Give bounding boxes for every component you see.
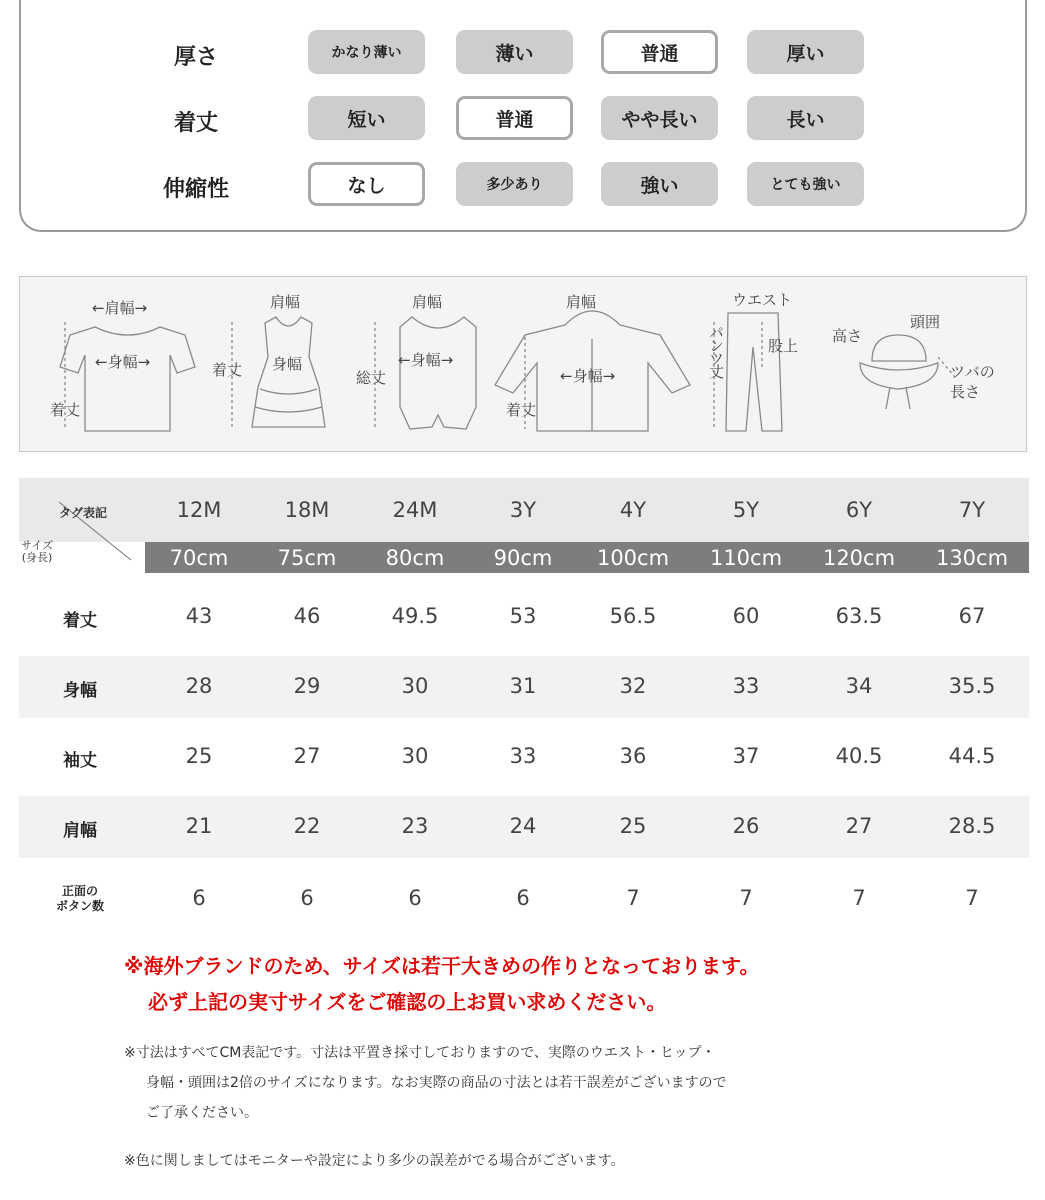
height-cell: 110cm (709, 546, 783, 570)
note-line-2: 身幅・頭囲は2倍のサイズになります。なお実際の商品の寸法とは若干誤差がございますので (146, 1075, 727, 1091)
table-row (19, 726, 1029, 788)
jacket-body-width-label: ←身幅→ (560, 367, 616, 385)
tag-cell: 4Y (619, 498, 647, 522)
corner-size-label (21, 540, 53, 564)
height-cell: 70cm (169, 546, 229, 570)
table-cell: 44.5 (948, 744, 996, 768)
romper-total-length-label: 総丈 (356, 369, 387, 387)
attribute-label: 伸縮性 (162, 177, 229, 202)
table-cell: 25 (185, 744, 213, 768)
table-cell: 37 (732, 744, 760, 768)
option-chip: 長い (747, 96, 864, 140)
option-chip: とても強い (747, 162, 864, 206)
tag-cell: 3Y (509, 498, 537, 522)
warning-line-2: 必ず上記の実寸サイズをご確認の上お買い求めください。 (148, 990, 667, 1014)
attribute-label: 着丈 (173, 111, 218, 136)
table-cell: 43 (185, 604, 213, 628)
garment-illustrations (20, 277, 1028, 453)
height-cell: 75cm (277, 546, 337, 570)
table-cell: 6 (300, 886, 314, 910)
table-cell: 28.5 (948, 814, 996, 838)
dress-shoulder-label: 肩幅 (270, 293, 301, 311)
table-cell: 30 (401, 674, 429, 698)
table-cell: 7 (739, 886, 753, 910)
romper-shoulder-label: 肩幅 (412, 293, 443, 311)
option-chip: 厚い (747, 30, 864, 74)
table-cell: 46 (293, 604, 321, 628)
table-row (19, 586, 1029, 648)
romper-body-width-label: ←身幅→ (398, 351, 454, 369)
table-cell: 6 (192, 886, 206, 910)
tshirt-illustration (60, 322, 195, 431)
table-cell: 53 (509, 604, 537, 628)
table-cell: 32 (619, 674, 647, 698)
table-cell: 49.5 (391, 604, 439, 628)
row-label: 着丈 (63, 611, 97, 631)
note-line-3: ご了承ください。 (146, 1105, 258, 1121)
table-cell: 36 (619, 744, 647, 768)
table-cell: 40.5 (835, 744, 883, 768)
option-chip-selected: 普通 (456, 96, 573, 140)
fabric-attributes-panel (19, 0, 1027, 232)
option-chip-selected: 普通 (601, 30, 718, 74)
table-cell: 33 (509, 744, 537, 768)
row-label-line2: ボタン数 (55, 899, 104, 913)
row-label-line1: 正面の (61, 884, 98, 898)
option-chip: やや長い (601, 96, 718, 140)
table-cell: 26 (732, 814, 760, 838)
table-row (19, 656, 1029, 718)
table-cell: 60 (732, 604, 760, 628)
corner-size-subtext: (身長) (21, 551, 53, 564)
corner-size-text: サイズ (21, 539, 54, 552)
table-cell: 27 (845, 814, 873, 838)
table-cell: 34 (845, 674, 873, 698)
table-cell: 23 (401, 814, 429, 838)
note-line-4: ※色に関しましてはモニターや設定により多少の誤差がでる場合がございます。 (124, 1153, 625, 1169)
warning-line-1: ※海外ブランドのため、サイズは若干大きめの作りとなっております。 (124, 954, 760, 978)
table-cell: 22 (293, 814, 321, 838)
height-cell: 120cm (822, 546, 896, 570)
table-cell: 7 (965, 886, 979, 910)
hat-illustration (860, 335, 955, 409)
option-chip: 薄い (456, 30, 573, 74)
dress-length-label: 着丈 (212, 361, 243, 379)
table-cell: 28 (185, 674, 213, 698)
row-label: 身幅 (63, 681, 97, 701)
tag-cell: 7Y (958, 498, 986, 522)
table-cell: 21 (185, 814, 213, 838)
attribute-label: 厚さ (173, 45, 218, 70)
height-cell: 100cm (596, 546, 670, 570)
pants-waist-label: ウエスト (732, 291, 793, 309)
romper-illustration (375, 317, 476, 429)
table-cell: 67 (958, 604, 986, 628)
table-cell: 31 (509, 674, 537, 698)
option-chip: 短い (308, 96, 425, 140)
hat-circumference-label: 頭囲 (910, 313, 941, 331)
table-row (19, 868, 1029, 930)
table-cell: 6 (516, 886, 530, 910)
tag-cell: 5Y (732, 498, 760, 522)
row-label: 袖丈 (63, 751, 97, 771)
tshirt-length-label: 着丈 (50, 401, 81, 419)
tag-cell: 6Y (845, 498, 873, 522)
option-chip: 多少あり (456, 162, 573, 206)
option-chip: かなり薄い (308, 30, 425, 74)
jacket-shoulder-label: 肩幅 (566, 293, 597, 311)
table-cell: 6 (408, 886, 422, 910)
table-cell: 27 (293, 744, 321, 768)
row-label (37, 884, 123, 914)
row-label: 肩幅 (63, 821, 97, 841)
hat-height-label: 高さ (832, 327, 863, 345)
table-cell: 56.5 (609, 604, 657, 628)
hat-brim-label-line1: ツバの (950, 363, 995, 381)
pants-inseam-label: パンツ丈 (707, 325, 725, 377)
height-cell: 130cm (935, 546, 1009, 570)
tshirt-shoulder-label: ←肩幅→ (92, 299, 148, 317)
table-cell: 35.5 (948, 674, 996, 698)
dress-body-width-label: 身幅 (272, 355, 303, 373)
table-cell: 25 (619, 814, 647, 838)
measurement-diagram (19, 276, 1027, 452)
hat-brim-label-line2: 長さ (950, 383, 981, 401)
table-cell: 7 (626, 886, 640, 910)
tag-cell: 12M (176, 498, 222, 522)
corner-tag-label: タグ表記 (59, 506, 108, 520)
option-chip-selected: なし (308, 162, 425, 206)
height-cell: 80cm (385, 546, 445, 570)
table-cell: 7 (852, 886, 866, 910)
option-chip: 強い (601, 162, 718, 206)
table-cell: 63.5 (835, 604, 883, 628)
height-cell: 90cm (493, 546, 553, 570)
table-cell: 30 (401, 744, 429, 768)
table-cell: 24 (509, 814, 537, 838)
table-row (19, 796, 1029, 858)
table-cell: 33 (732, 674, 760, 698)
tshirt-body-width-label: ←身幅→ (95, 353, 151, 371)
tag-cell: 24M (392, 498, 438, 522)
table-cell: 29 (293, 674, 321, 698)
jacket-length-label: 着丈 (506, 401, 537, 419)
tag-cell: 18M (284, 498, 330, 522)
note-line-1: ※寸法はすべてCM表記です。寸法は平置き採寸しておりますので、実際のウエスト・ヒップ・ (124, 1045, 716, 1061)
pants-rise-label: 股上 (768, 337, 799, 355)
